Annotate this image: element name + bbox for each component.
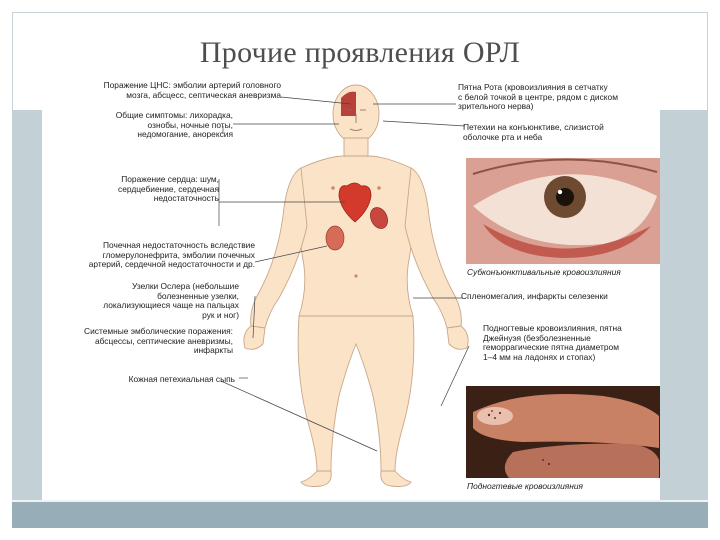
- illustration-panel: [43, 76, 660, 497]
- caption-eye-photo: Субконъюнктивальные кровоизлияния: [467, 267, 621, 277]
- kidney-icon: [326, 226, 344, 250]
- nail-photo: [466, 386, 660, 478]
- label-petechiae: Петехии на конъюнктиве, слизистой оболочке рта и неба: [463, 122, 604, 142]
- label-osler-nodes: Узелки Ослера (небольшие болезненные узелки, локализующиеся чаще на пальцах рук и ног): [103, 281, 239, 320]
- label-kidney: Почечная недостаточность вследствие гломерулонефрита, эмболии почечных артерий, сердечной недостаточности и др.: [88, 240, 255, 270]
- label-general-symptoms: Общие симптомы: лихорадка, ознобы, ночные поты, недомогание, анорексия: [115, 110, 233, 140]
- slide-title: Прочие проявления ОРЛ: [199, 36, 521, 69]
- label-heart: Поражение сердца: шум, сердцебиение, сердечная недостаточность: [118, 174, 219, 204]
- label-embolic: Системные эмболические поражения: абсцессы, септические аневризмы, инфаркты: [84, 326, 233, 356]
- caption-nail-photo: Подногтевые кровоизлияния: [467, 481, 583, 491]
- label-cns: Поражение ЦНС: эмболии артерий головного мозга, абсцесс, септическая аневризма: [103, 80, 281, 100]
- label-janeway: Подногтевые кровоизлияния, пятна Джейнуэя (безболезненные геморрагические пятна диаметром 1–4 мм на ладонях и стопах): [483, 323, 622, 362]
- label-roth-spots: Пятна Рота (кровоизлияния в сетчатку с белой точкой в центре, рядом с диском зрительного нерва): [458, 82, 618, 112]
- eye-photo: [466, 158, 660, 264]
- left-side-bar: [12, 110, 42, 500]
- label-spleen: Спленомегалия, инфаркты селезенки: [461, 291, 608, 301]
- right-side-bar: [660, 110, 708, 500]
- bottom-bar: [12, 500, 708, 528]
- human-figure: [244, 85, 468, 487]
- label-skin-rash: Кожная петехиальная сыпь: [128, 374, 235, 384]
